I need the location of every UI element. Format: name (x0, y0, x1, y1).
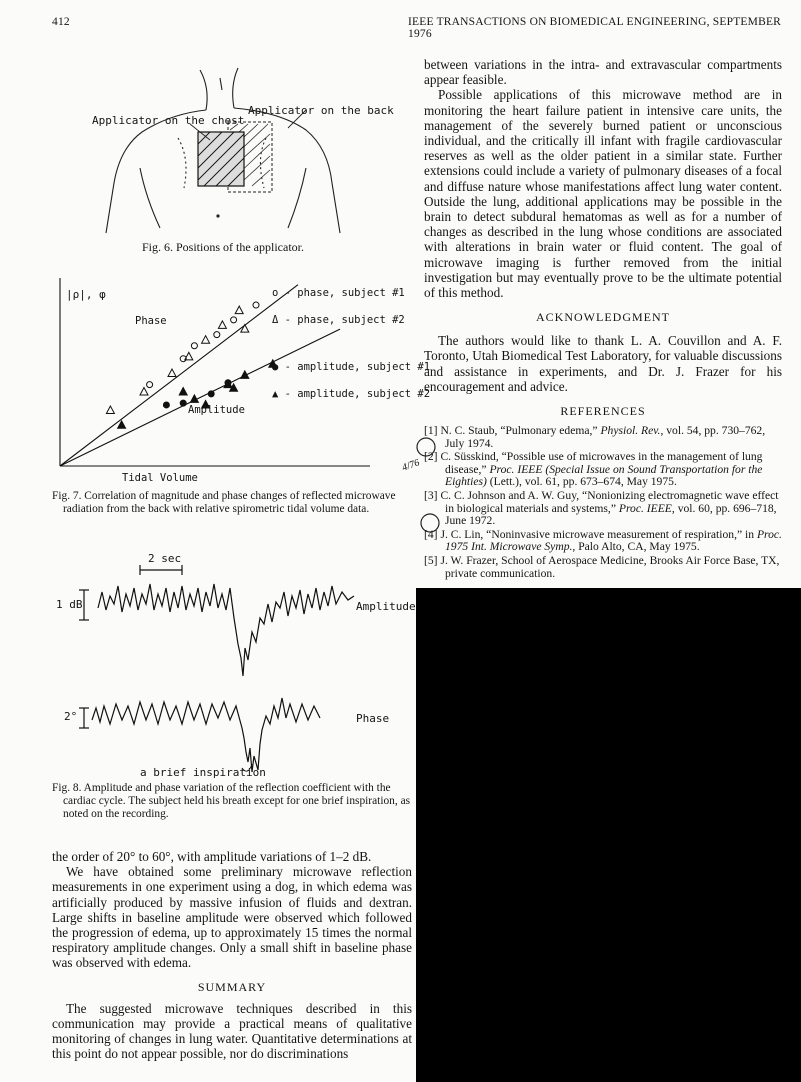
legend-item: ● - amplitude, subject #1 (272, 361, 431, 373)
body-paragraph: between variations in the intra- and extravascular compartments appear feasible. (424, 57, 782, 88)
summary-paragraph: The suggested microwave techniques described in this communication may provide a practical means of qualitative monitoring of changes in lung water. Quantitative determinations at this point do not appear possible, nor do discriminations (52, 1000, 412, 1062)
handwritten-marks (405, 430, 445, 540)
reference-item: [1] N. C. Staub, “Pulmonary edema,” Physiol. Rev., vol. 54, pp. 730–762, July 1974. (424, 424, 766, 450)
reference-item: [5] J. W. Frazer, School of Aerospace Medicine, Brooks Air Force Base, TX, private communication. (424, 554, 780, 580)
fig7-x-label: Tidal Volume (122, 472, 198, 484)
acknowledgment-paragraph: The authors would like to thank L. A. Couvillon and A. F. Toronto, Utah Biomedical Test Laboratory, for valuable discussions and assistance in experiments, and Dr. J. Frazer for his encouragement and advice. (424, 333, 782, 394)
body-paragraph: Possible applications of this microwave method are in monitoring the heart failure patient in intensive care units, the management of the severely burned patient or unconscious individual, and the critically ill infant with fragile cardiovascular reserves as well as the older patient in a similar state. Further extensions could include a variety of pulmonary diseases of a focal and diffuse nature whose manifestations affect lung water content. Outside the lung, additional applications may be possible in the brain to detect subdural hematomas as well as for a number of changes as described in the lung whose conditions are associated with alterations in brain water or fluid content. The goal of microwave imaging is further removed from the initial investigation but may eventually prove to be the ultimate potential of this method. (424, 87, 782, 301)
data-point (147, 382, 153, 388)
acknowledgment-heading: ACKNOWLEDGMENT (536, 310, 670, 325)
circle-mark-ref4 (421, 514, 439, 532)
body-paragraph: the order of 20° to 60°, with amplitude variations of 1–2 dB. (52, 849, 372, 864)
data-point (191, 343, 197, 349)
data-point (180, 400, 186, 406)
data-point (253, 302, 259, 308)
journal-header: IEEE TRANSACTIONS ON BIOMEDICAL ENGINEERING, SEPTEMBER 1976 (408, 16, 782, 40)
data-point (163, 402, 169, 408)
fig6-illustration (80, 48, 400, 238)
data-point (106, 406, 114, 414)
references-heading: REFERENCES (560, 404, 646, 419)
fig8-caption: Fig. 8. Amplitude and phase variation of the reflection coefficient with the cardiac cycle. The subject held his breath except for one brief inspiration, as noted on the recording. (52, 782, 411, 820)
data-point (179, 388, 187, 396)
circle-mark-ref2 (417, 438, 435, 456)
fig8-time-scale: 2 sec (148, 552, 182, 565)
left-column-text (52, 849, 412, 1061)
chest-applicator (198, 132, 244, 186)
margin-note: 4/76 (400, 457, 422, 474)
reference-list (424, 425, 782, 580)
fig8-amplitude-label: Amplitude (356, 600, 416, 613)
body-paragraph: We have obtained some preliminary microwave reflection measurements in one experiment using a dog, in which edema was artificially produced by massive infusion of fluids and dextran. Large shifts in baseline amplitude were observed which followed the progression of edema, up to approximately 15 times the normal respiratory amplitude changes. Only a small shift in baseline phase was observed with edema. (52, 864, 412, 971)
fig6-caption: Fig. 6. Positions of the applicator. (142, 240, 304, 254)
reference-item: [4] J. C. Lin, “Noninvasive microwave measurement of respiration,” in Proc. 1975 Int. Microwave Symp., Palo Alto, CA, May 1975. (424, 527, 782, 554)
data-point (202, 336, 210, 344)
phase-trace (92, 698, 320, 772)
fig7-legend (272, 280, 430, 408)
data-point (235, 306, 243, 314)
fig7-y-label: |ρ|, φ (66, 288, 106, 301)
fig8-recording (52, 548, 422, 780)
legend-item: Δ - phase, subject #2 (272, 314, 405, 326)
fit-line-phase (60, 285, 298, 466)
data-point (118, 421, 126, 429)
right-column-text (424, 57, 782, 581)
page-number: 412 (52, 16, 70, 28)
neck-right-line (233, 68, 238, 108)
label-applicator-back: Applicator on the back (248, 104, 394, 117)
legend-item: ▲ - amplitude, subject #2 (272, 388, 431, 400)
data-point (231, 317, 237, 323)
fig8-phase-label: Phase (356, 712, 390, 725)
black-redaction-area (416, 588, 801, 1082)
neck-left-line (200, 70, 207, 110)
fig7-amplitude-label: Amplitude (188, 404, 245, 416)
fig8-annotation: a brief inspiration (140, 766, 266, 779)
data-point (218, 321, 226, 329)
fig7-phase-label: Phase (135, 315, 167, 327)
data-point (214, 332, 220, 338)
summary-heading: SUMMARY (197, 979, 267, 994)
data-point (140, 388, 148, 396)
label-applicator-chest: Applicator on the chest (92, 114, 245, 127)
reference-item: [3] C. C. Johnson and A. W. Guy, “Nonionizing electromagnetic wave effect in biological materials and systems,” Proc. IEEE, vol. 60, pp. 696–718, June 1972. (424, 489, 779, 528)
legend-item: o - phase, subject #1 (272, 287, 405, 299)
right-shoulder-arm (234, 108, 340, 233)
reference-item: [2] C. Süsskind, “Possible use of microwaves in the management of lung disease,” Proc. IEEE (Special Issue on Sound Transportation for the Eighties) (Lett.), vol. 61, pp. 673–674, May 1975. (424, 450, 763, 489)
fig8-amp-scale: 1 dB (56, 598, 83, 611)
fig7-caption: Fig. 7. Correlation of magnitude and phase changes of reflected microwave radiation from the back with relative spirometric tidal volume data. (52, 490, 396, 515)
amplitude-trace (98, 584, 354, 676)
fig8-phase-scale: 2° (64, 710, 78, 723)
data-point (208, 391, 214, 397)
left-shoulder-arm (106, 110, 206, 233)
data-point (168, 369, 176, 377)
